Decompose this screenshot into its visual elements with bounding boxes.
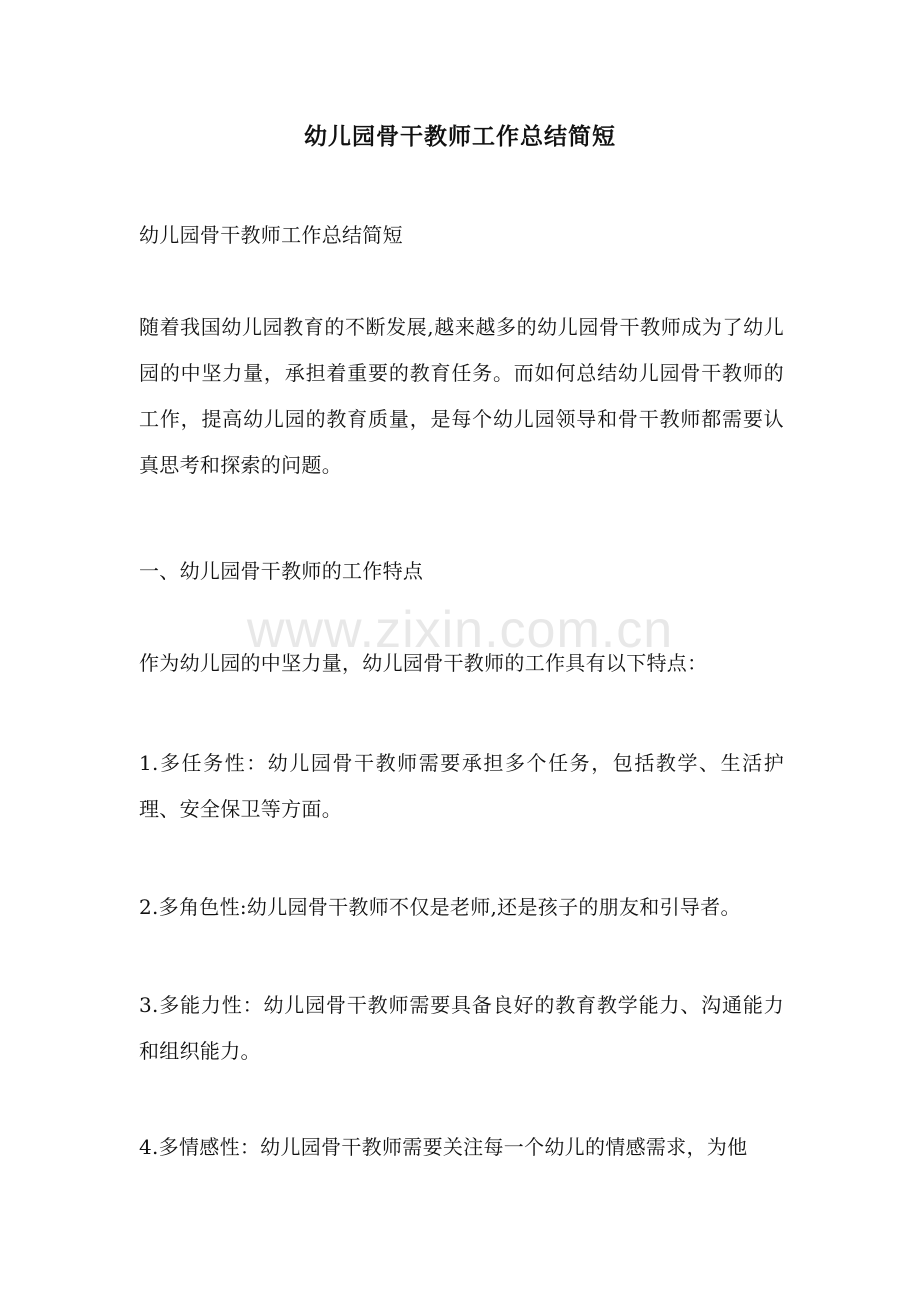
section-lead-paragraph: 作为幼儿园的中坚力量，幼儿园骨干教师的工作具有以下特点： [139, 651, 708, 675]
intro-paragraph: 随着我国幼儿园教育的不断发展,越来越多的幼儿园骨干教师成为了幼儿园的中坚力量，承担着重要的教育任务。而如何总结幼儿园骨干教师的工作，提高幼儿园的教育质量，是每个幼儿园领导和骨干教师都需要认真思考和探索的问题。 [139, 315, 784, 477]
list-item: 1.多任务性：幼儿园骨干教师需要承担多个任务，包括教学、生活护理、安全保卫等方面。 [139, 751, 784, 821]
list-item: 3.多能力性：幼儿园骨干教师需要具备良好的教育教学能力、沟通能力和组织能力。 [139, 993, 784, 1063]
watermark: www.zixin.com.cn [246, 601, 674, 659]
list-item: 2.多角色性:幼儿园骨干教师不仅是老师,还是孩子的朋友和引导者。 [139, 895, 741, 919]
section-heading: 一、幼儿园骨干教师的工作特点 [139, 559, 424, 583]
list-item: 4.多情感性：幼儿园骨干教师需要关注每一个幼儿的情感需求，为他 [139, 1135, 748, 1159]
document-title: 幼儿园骨干教师工作总结简短 [304, 123, 616, 150]
document-subtitle: 幼儿园骨干教师工作总结简短 [139, 223, 403, 247]
